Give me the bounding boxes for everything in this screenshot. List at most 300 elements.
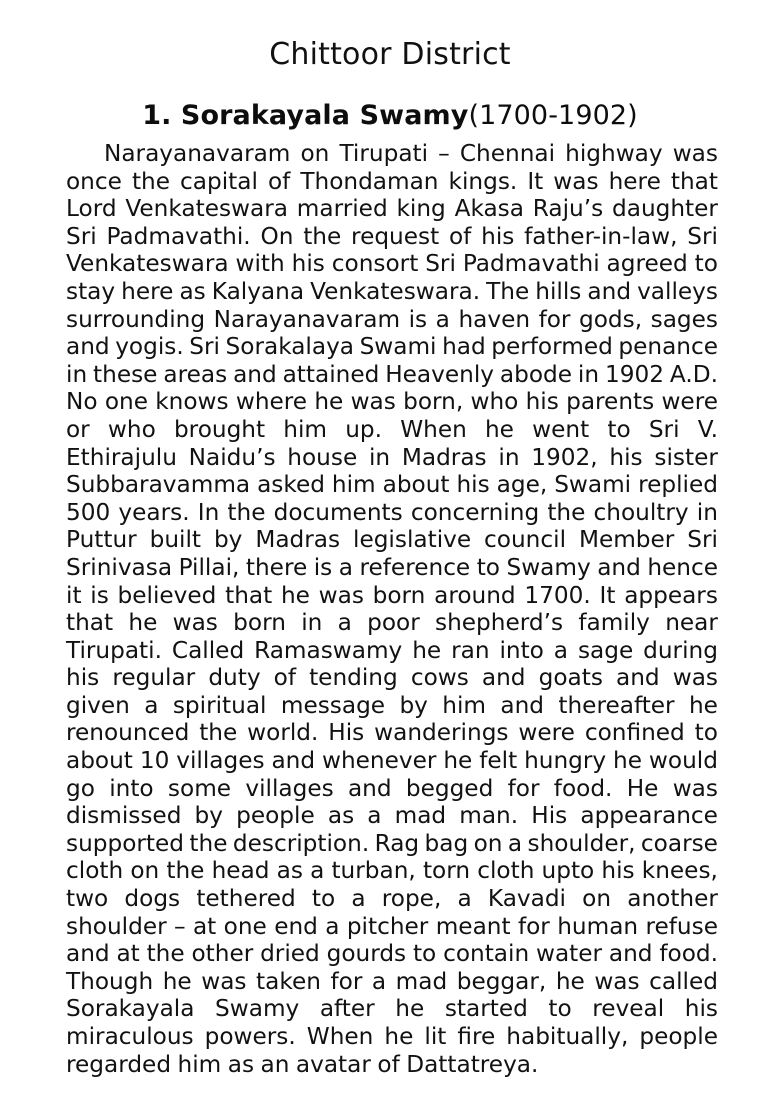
body-word: he (384, 1023, 414, 1050)
body-word: end (274, 912, 318, 940)
body-word: on (582, 885, 612, 913)
body-word: villages (245, 774, 334, 802)
body-word: a (325, 912, 340, 940)
body-word: replied (638, 471, 718, 499)
body-word: Called (171, 636, 245, 664)
body-word: into (499, 636, 544, 664)
body-word: a (435, 305, 450, 333)
body-word: to (311, 885, 336, 913)
body-word: When (306, 1023, 374, 1050)
body-word: tethered (196, 885, 296, 913)
body-word: haven (458, 305, 531, 333)
body-word: to (476, 553, 500, 581)
body-word: performed (491, 333, 613, 361)
body-word: kings. (448, 167, 518, 195)
body-word: people (639, 1023, 718, 1050)
body-word: were (661, 388, 718, 416)
body-word: a (507, 829, 523, 857)
body-word: an (260, 1050, 290, 1078)
body-line (66, 830, 718, 858)
body-word: the (199, 719, 238, 747)
body-word: called (649, 967, 718, 995)
body-word: as (227, 1050, 255, 1078)
body-word: once (66, 167, 122, 195)
body-word: Sri (648, 415, 680, 443)
body-word: areas (163, 360, 228, 388)
body-word: bag (424, 829, 469, 857)
body-word: Puttur (66, 526, 137, 554)
body-word: dried (260, 940, 320, 968)
body-line (66, 1051, 718, 1079)
body-line (66, 444, 718, 472)
body-word: family (578, 609, 650, 637)
body-word: 1700. (524, 581, 591, 609)
body-word: the (131, 167, 170, 195)
body-word: go (66, 774, 95, 802)
body-word: 500 (66, 498, 111, 526)
body-word: for (507, 774, 540, 802)
body-word: legislative (353, 526, 472, 554)
body-word: upto (541, 857, 595, 885)
body-word: is (313, 553, 333, 581)
body-line (66, 775, 718, 803)
body-word: his (601, 857, 635, 885)
body-word: would (648, 747, 718, 775)
body-word: a (351, 885, 366, 913)
body-word: V. (697, 415, 718, 443)
body-word: His (328, 719, 365, 747)
body-word: a (338, 553, 353, 581)
body-word: and (271, 747, 316, 775)
body-word: and (66, 333, 110, 361)
body-word: appears (624, 581, 718, 609)
body-word: on (300, 140, 330, 167)
body-word: request (351, 222, 440, 250)
body-word: born (233, 609, 286, 637)
body-word: Tirupati. (66, 636, 162, 664)
body-word: Naidu’s (188, 443, 276, 471)
section-heading-years: (1700-1902) (468, 100, 638, 132)
body-word: villages (176, 747, 265, 775)
body-word: Sorakayala (66, 995, 195, 1023)
body-word: he (443, 747, 473, 775)
body-word: Sri (66, 222, 97, 250)
body-word: that (225, 581, 273, 609)
body-word: who (470, 388, 519, 416)
body-word: hills (535, 277, 582, 305)
body-word: who (107, 415, 156, 443)
body-word: as (276, 857, 303, 885)
body-word: a (310, 857, 325, 885)
body-word: one (223, 912, 267, 940)
body-word: and (608, 940, 653, 968)
body-word: he (162, 967, 192, 995)
body-word: his (291, 250, 325, 278)
body-word: wanderings (374, 719, 509, 747)
body-word: he (128, 609, 158, 637)
body-word: habitually, (506, 1023, 629, 1050)
body-word: up. (345, 415, 383, 443)
body-word: Madras (401, 443, 487, 471)
body-line (66, 278, 718, 306)
body-word: cows (410, 664, 469, 692)
body-word: choultry (593, 498, 689, 526)
body-word: him (177, 1050, 222, 1078)
body-line (66, 692, 718, 720)
body-word: Pillai, (178, 553, 240, 581)
body-word: on (473, 829, 503, 857)
body-word: The (486, 277, 530, 305)
body-word: a (144, 691, 159, 719)
body-word: Swami (554, 471, 632, 499)
body-word: goats (538, 664, 603, 692)
body-word: him (442, 691, 487, 719)
body-word: gods, (579, 305, 643, 333)
body-word: Kavadi (487, 885, 566, 913)
body-word: where (235, 388, 308, 416)
body-word: sister (654, 443, 718, 471)
body-word: was (172, 609, 218, 637)
body-word: in (66, 360, 88, 388)
body-word: beggar, (456, 967, 547, 995)
body-word: contain (443, 940, 530, 968)
body-word: abode (499, 360, 573, 388)
body-word: asked (257, 471, 325, 499)
body-word: Sri (189, 333, 220, 361)
body-word: Sri (687, 526, 718, 554)
body-line (66, 554, 718, 582)
body-word: and (347, 774, 392, 802)
body-word: It (527, 167, 544, 195)
body-word: two (66, 885, 109, 913)
body-word: and (233, 360, 277, 388)
body-word: shepherd’s (435, 609, 564, 637)
body-word: as (179, 277, 206, 305)
body-word: of (448, 222, 472, 250)
body-word: sages (650, 305, 718, 333)
body-word: Rag (374, 829, 420, 857)
body-word: Lord (66, 195, 117, 223)
body-word: stay (66, 277, 116, 305)
body-word: given (66, 691, 130, 719)
body-word: taken (256, 967, 321, 995)
body-word: Ethirajulu (66, 443, 177, 471)
body-word: he (280, 581, 310, 609)
body-word: a (337, 609, 352, 637)
body-word: was (672, 140, 718, 167)
body-word: by (399, 691, 428, 719)
body-word: gourds (326, 940, 407, 968)
body-word: appearance (580, 802, 718, 830)
body-word: meant (435, 912, 511, 940)
body-word: these (93, 360, 158, 388)
body-word: built (149, 526, 202, 554)
body-word: pitcher (346, 912, 429, 940)
body-word: here (121, 277, 174, 305)
body-word: mad (395, 967, 448, 995)
body-word: Raju’s (532, 195, 604, 223)
body-word: and (481, 664, 526, 692)
body-word: at (192, 912, 217, 940)
body-word: dogs (124, 885, 181, 913)
body-line (66, 609, 718, 637)
body-word: torn (422, 857, 471, 885)
body-word: started (444, 995, 528, 1023)
body-word: shoulder (66, 912, 167, 940)
body-word: to (548, 995, 572, 1023)
body-line (66, 388, 718, 416)
body-line (66, 1023, 718, 1051)
body-word: near (665, 609, 718, 637)
body-word: and (597, 553, 641, 581)
body-word: water (535, 940, 603, 968)
body-word: a (457, 885, 472, 913)
body-word: yogis. (115, 333, 184, 361)
body-line (66, 168, 718, 196)
body-word: Swamy (506, 553, 591, 581)
body-word: during (643, 636, 718, 664)
body-word: Narayanavaram (104, 140, 291, 167)
body-word: human (557, 912, 639, 940)
body-word: at (116, 940, 140, 968)
body-word: is (408, 305, 428, 333)
body-word: council (484, 526, 567, 554)
body-word: His (531, 802, 568, 830)
body-word: for (538, 305, 571, 333)
body-word: Venkateswara (66, 250, 229, 278)
body-word: Tirupati (339, 140, 429, 167)
body-line (66, 306, 718, 334)
body-word: When (400, 415, 467, 443)
body-word: his (609, 443, 643, 471)
body-word: head (211, 857, 270, 885)
body-word: agreed (606, 250, 688, 278)
body-line (66, 582, 718, 610)
body-word: or (66, 415, 90, 443)
body-word: he (555, 967, 585, 995)
body-word: Padmavathi. (106, 222, 251, 250)
body-word: hungry (524, 747, 607, 775)
body-line (66, 416, 718, 444)
body-line (66, 140, 718, 168)
body-word: miraculous (66, 1023, 194, 1050)
body-word: the (146, 940, 185, 968)
body-word: sage (577, 636, 634, 664)
body-word: on (130, 857, 160, 885)
body-word: age, (496, 471, 548, 499)
body-word: it (66, 581, 82, 609)
body-word: some (167, 774, 232, 802)
body-word: with (235, 250, 285, 278)
body-word: Member (578, 526, 675, 554)
body-line (66, 664, 718, 692)
body-word: reveal (592, 995, 665, 1023)
body-word: It (599, 581, 616, 609)
body-word: father-in-law, (524, 222, 678, 250)
body-word: supported (66, 829, 185, 857)
body-word: his (66, 664, 100, 692)
body-word: man. (459, 802, 519, 830)
body-line (66, 802, 718, 830)
body-word: he (314, 388, 344, 416)
body-word: was (594, 967, 640, 995)
body-word: was (553, 167, 599, 195)
body-word: the (227, 498, 266, 526)
body-word: turban, (331, 857, 416, 885)
body-word: in (498, 443, 520, 471)
body-word: Dattatreya. (406, 1050, 539, 1078)
body-word: born (372, 581, 426, 609)
body-line (66, 499, 718, 527)
body-word: Sri (687, 222, 718, 250)
body-word: about (66, 747, 133, 775)
body-word: his (456, 471, 490, 499)
body-word: king (396, 195, 446, 223)
body-word: in (696, 498, 718, 526)
body-line (66, 333, 718, 361)
body-word: in (368, 443, 391, 471)
body-word: begged (405, 774, 494, 802)
body-word: to (694, 719, 718, 747)
body-word: Kalyana (211, 277, 305, 305)
body-word: parents (566, 388, 655, 416)
body-word: Sri (425, 250, 456, 278)
body-word: Akasa (454, 195, 524, 223)
body-word: He (626, 774, 659, 802)
body-line (66, 968, 718, 996)
body-line (66, 940, 718, 968)
body-word: concerning (410, 498, 540, 526)
body-word: documents (273, 498, 403, 526)
body-word: Swamy (215, 995, 300, 1023)
body-word: people (236, 802, 315, 830)
body-word: in (577, 360, 600, 388)
body-word: reference (359, 553, 471, 581)
body-word: about (382, 471, 450, 499)
body-line (66, 885, 718, 913)
body-word: was (672, 774, 718, 802)
body-word: ran (451, 636, 490, 664)
body-word: rope, (381, 885, 442, 913)
body-word: duty (208, 664, 261, 692)
body-word: Srinivasa (66, 553, 173, 581)
body-word: Chennai (459, 140, 556, 167)
body-word: another (627, 885, 718, 913)
body-word: renounced (66, 719, 190, 747)
body-word: born, (403, 388, 464, 416)
body-word: for (517, 912, 550, 940)
body-word: regular (112, 664, 196, 692)
body-word: was (201, 967, 247, 995)
body-paragraph (66, 140, 718, 1078)
body-word: he (613, 747, 643, 775)
body-word: around (434, 581, 516, 609)
body-word: knees, (641, 857, 718, 885)
body-word: the (166, 857, 205, 885)
body-word: his (481, 222, 515, 250)
body-word: went (532, 415, 590, 443)
body-word: Venkateswara. (310, 277, 481, 305)
body-word: in (301, 609, 323, 637)
body-line (66, 223, 718, 251)
body-line (66, 361, 718, 389)
body-word: consort (331, 250, 419, 278)
body-word: whenever (322, 747, 437, 775)
body-word: 1902 (604, 360, 664, 388)
section-heading-name: 1. Sorakayala Swamy (142, 100, 469, 132)
body-word: Ramaswamy (254, 636, 403, 664)
body-word: 1902, (531, 443, 598, 471)
body-line (66, 913, 718, 941)
body-word: to (607, 415, 631, 443)
body-word: capital (180, 167, 258, 195)
body-word: as (327, 802, 355, 830)
body-word: that (66, 609, 114, 637)
body-word: No (66, 388, 98, 416)
body-word: for (330, 967, 363, 995)
body-line (66, 195, 718, 223)
body-word: believed (117, 581, 217, 609)
body-word: In (197, 498, 220, 526)
body-word: Venkateswara (125, 195, 288, 223)
body-word: Thondaman (300, 167, 439, 195)
body-word: by (213, 526, 243, 554)
body-word: one (104, 388, 148, 416)
body-word: into (109, 774, 154, 802)
body-line (66, 637, 718, 665)
body-line (66, 995, 718, 1023)
body-word: poor (367, 609, 420, 637)
body-word: Swami (359, 333, 437, 361)
body-word: description. (232, 829, 370, 857)
body-word: Narayanavaram (213, 305, 401, 333)
body-word: were (518, 719, 575, 747)
body-word: here (608, 167, 661, 195)
body-word: felt (479, 747, 518, 775)
body-word: the (189, 829, 228, 857)
body-word: is (90, 581, 109, 609)
body-word: house (287, 443, 358, 471)
body-word: refuse (645, 912, 718, 940)
body-word: avatar (295, 1050, 371, 1078)
body-word: him (283, 415, 328, 443)
body-word: after (319, 995, 375, 1023)
body-word: to (694, 250, 718, 278)
body-word: Though (66, 967, 154, 995)
body-word: confined (584, 719, 685, 747)
body-word: Heavenly (385, 360, 494, 388)
body-word: of (267, 167, 291, 195)
body-word: married (296, 195, 388, 223)
body-word: and (587, 277, 632, 305)
body-line (66, 526, 718, 554)
body-word: fire (457, 1023, 496, 1050)
body-word: and (66, 940, 110, 968)
page-title: Chittoor District (269, 37, 511, 73)
body-word: and (616, 664, 660, 692)
body-word: powers. (204, 1023, 296, 1050)
body-word: by (194, 802, 223, 830)
body-word: mad (394, 802, 447, 830)
body-word: highway (565, 140, 663, 167)
body-line (66, 857, 718, 885)
body-word: knows (155, 388, 229, 416)
body-word: Madras (255, 526, 341, 554)
body-word: – (174, 912, 186, 940)
body-word: surrounding (66, 305, 206, 333)
body-word: a (553, 636, 569, 664)
body-word: dismissed (66, 802, 182, 830)
